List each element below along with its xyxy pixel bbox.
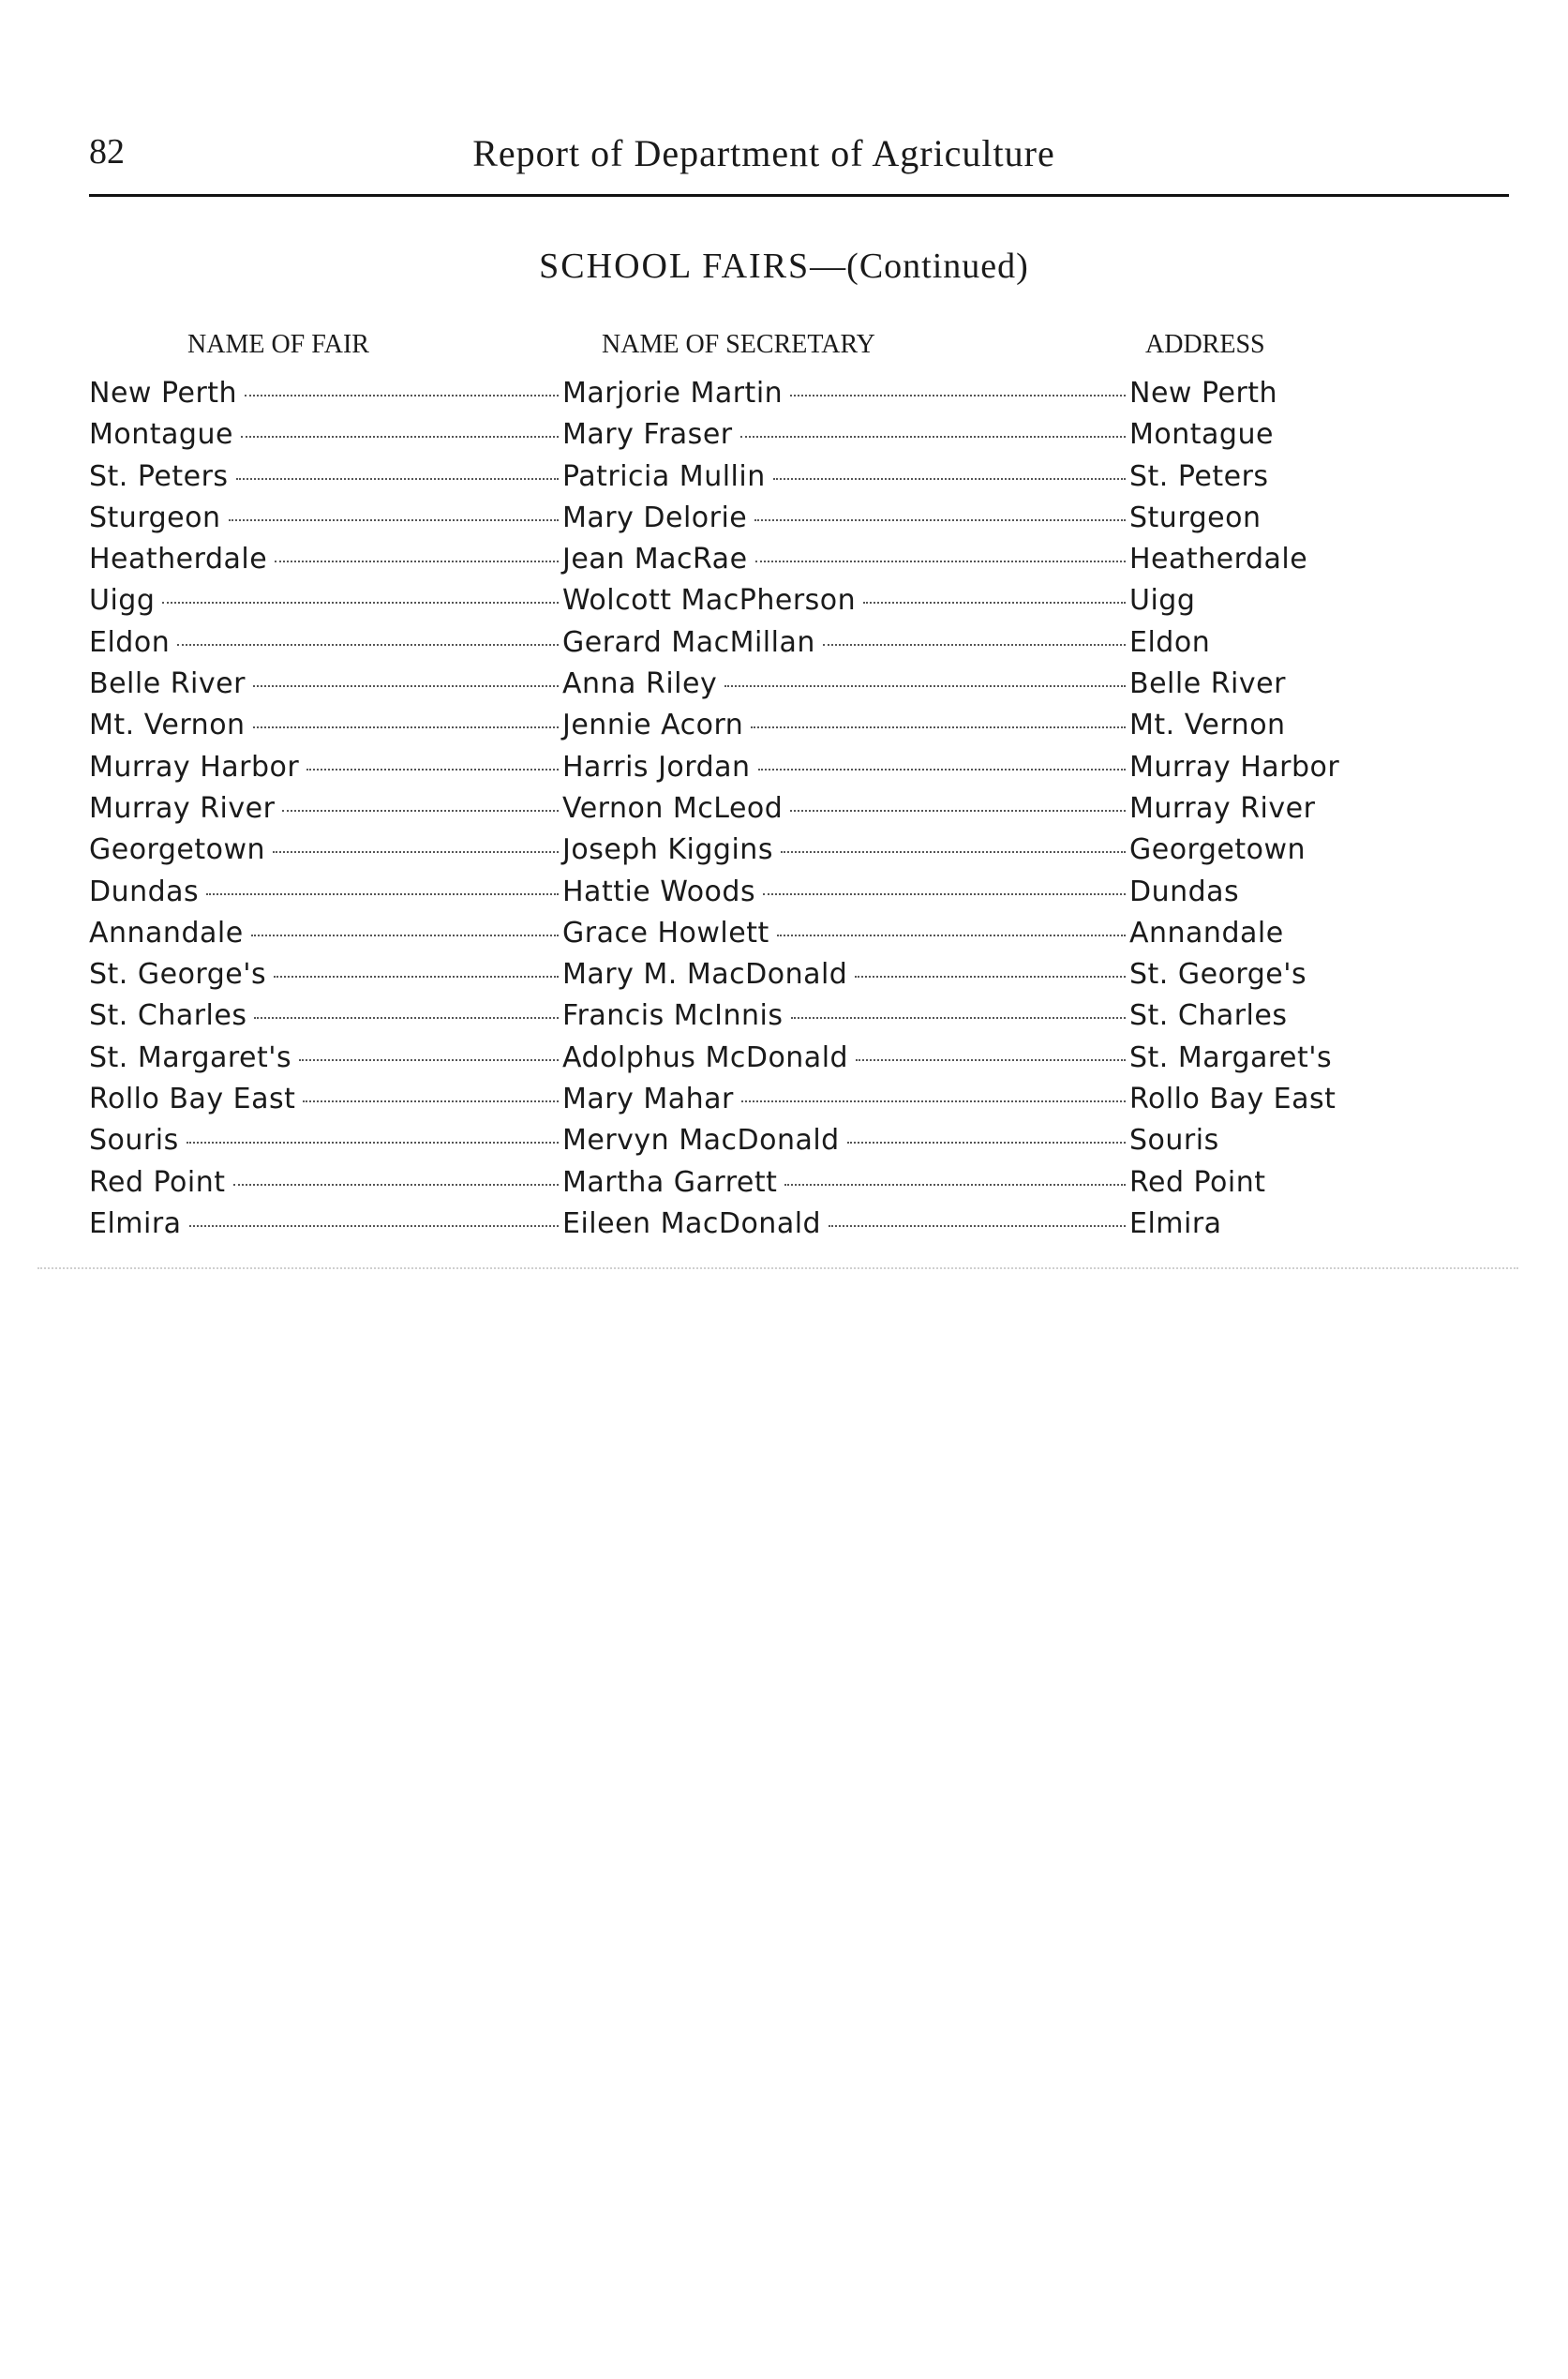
table-row: [89, 582, 1345, 623]
fair-text: Dundas: [89, 875, 206, 908]
dot-leader: [791, 1017, 1126, 1019]
fair-text: St. Margaret's: [89, 1041, 299, 1074]
cell-fair: [89, 1207, 562, 1245]
section-title: [0, 246, 1568, 287]
fair-text: St. George's: [89, 958, 274, 991]
address-text: Mt. Vernon: [1129, 709, 1293, 741]
bottom-divider: [37, 1267, 1518, 1269]
cell-address: [1129, 543, 1354, 580]
fair-text: Belle River: [89, 667, 253, 700]
cell-secretary: [562, 584, 1129, 621]
dot-leader: [229, 519, 560, 521]
cell-address: [1129, 875, 1354, 913]
table-row: [89, 956, 1345, 997]
fair-text: Murray Harbor: [89, 751, 306, 784]
dot-leader: [187, 1142, 559, 1144]
cell-secretary: [562, 626, 1129, 664]
secretary-text: Anna Riley: [562, 667, 724, 700]
secretary-text: Mary M. MacDonald: [562, 958, 855, 991]
address-text: St. Charles: [1129, 999, 1294, 1032]
column-header-fair: NAME OF FAIR: [187, 330, 369, 359]
dot-leader: [751, 726, 1126, 728]
dot-leader: [275, 561, 559, 562]
cell-address: [1129, 667, 1354, 705]
dot-leader: [763, 893, 1126, 895]
cell-secretary: [562, 460, 1129, 498]
cell-secretary: [562, 1166, 1129, 1204]
address-text: Eldon: [1129, 626, 1217, 659]
dot-leader: [790, 395, 1126, 396]
cell-secretary: [562, 501, 1129, 539]
cell-address: [1129, 1124, 1354, 1161]
secretary-text: Mervyn MacDonald: [562, 1124, 847, 1157]
dot-leader: [777, 935, 1126, 936]
secretary-text: Eileen MacDonald: [562, 1207, 829, 1240]
secretary-text: Marjorie Martin: [562, 377, 790, 410]
cell-secretary: [562, 418, 1129, 456]
cell-address: [1129, 751, 1354, 788]
dot-leader: [253, 726, 559, 728]
column-headers: [0, 330, 1568, 367]
secretary-text: Mary Fraser: [562, 418, 740, 451]
running-head: Report of Department of Agriculture: [472, 132, 1055, 174]
dot-leader: [847, 1142, 1126, 1144]
dot-leader: [274, 976, 559, 978]
secretary-text: Patricia Mullin: [562, 460, 773, 493]
fair-text: Murray River: [89, 792, 282, 825]
address-text: Heatherdale: [1129, 543, 1315, 576]
cell-address: [1129, 709, 1354, 746]
secretary-text: Joseph Kiggins: [562, 833, 781, 866]
dot-leader: [855, 976, 1126, 978]
cell-address: [1129, 792, 1354, 830]
secretary-text: Gerard MacMillan: [562, 626, 823, 659]
fair-text: Montague: [89, 418, 241, 451]
table-row: [89, 915, 1345, 956]
address-text: Montague: [1129, 418, 1281, 451]
table-row: [89, 1205, 1345, 1247]
dot-leader: [241, 436, 559, 438]
cell-address: [1129, 501, 1354, 539]
dot-leader: [303, 1100, 559, 1102]
cell-address: [1129, 833, 1354, 871]
cell-address: [1129, 1207, 1354, 1245]
address-text: St. George's: [1129, 958, 1314, 991]
table-row: [89, 1081, 1345, 1122]
dot-leader: [299, 1059, 559, 1061]
cell-fair: [89, 667, 562, 705]
fair-text: Rollo Bay East: [89, 1083, 303, 1115]
secretary-text: Jean MacRae: [562, 543, 755, 576]
cell-secretary: [562, 751, 1129, 788]
secretary-text: Adolphus McDonald: [562, 1041, 856, 1074]
cell-secretary: [562, 917, 1129, 954]
cell-fair: [89, 1083, 562, 1120]
secretary-text: Jennie Acorn: [562, 709, 751, 741]
section-title-continued: —(Continued): [810, 247, 1029, 286]
cell-secretary: [562, 1207, 1129, 1245]
cell-secretary: [562, 1083, 1129, 1120]
fair-text: Elmira: [89, 1207, 189, 1240]
secretary-text: Wolcott MacPherson: [562, 584, 863, 617]
table-row: [89, 624, 1345, 666]
address-text: Annandale: [1129, 917, 1292, 950]
dot-leader: [755, 561, 1126, 562]
dot-leader: [206, 893, 559, 895]
dot-leader: [162, 602, 559, 604]
cell-fair: [89, 958, 562, 995]
address-text: Sturgeon: [1129, 501, 1269, 534]
fair-text: Sturgeon: [89, 501, 229, 534]
table-row: [89, 458, 1345, 500]
dot-leader: [253, 685, 559, 687]
address-text: Murray Harbor: [1129, 751, 1347, 784]
cell-fair: [89, 418, 562, 456]
cell-fair: [89, 1124, 562, 1161]
address-text: Murray River: [1129, 792, 1322, 825]
cell-fair: [89, 999, 562, 1037]
fair-text: St. Peters: [89, 460, 236, 493]
cell-fair: [89, 792, 562, 830]
dot-leader: [740, 436, 1126, 438]
cell-address: [1129, 999, 1354, 1037]
cell-fair: [89, 501, 562, 539]
dot-leader: [856, 1059, 1126, 1061]
table-row: [89, 500, 1345, 541]
cell-secretary: [562, 667, 1129, 705]
dot-leader: [273, 851, 559, 853]
secretary-text: Martha Garrett: [562, 1166, 784, 1199]
dot-leader: [741, 1100, 1126, 1102]
fair-text: Mt. Vernon: [89, 709, 253, 741]
address-text: New Perth: [1129, 377, 1285, 410]
secretary-text: Mary Delorie: [562, 501, 754, 534]
cell-fair: [89, 543, 562, 580]
dot-leader: [724, 685, 1126, 687]
cell-secretary: [562, 1124, 1129, 1161]
table-row: [89, 707, 1345, 748]
dot-leader: [790, 810, 1126, 812]
table-row: [89, 790, 1345, 831]
address-text: Uigg: [1129, 584, 1202, 617]
table-row: [89, 1122, 1345, 1163]
dot-leader: [754, 519, 1126, 521]
table-row: [89, 375, 1345, 416]
secretary-text: Mary Mahar: [562, 1083, 741, 1115]
fair-text: Red Point: [89, 1166, 233, 1199]
cell-secretary: [562, 999, 1129, 1037]
cell-fair: [89, 917, 562, 954]
address-text: Elmira: [1129, 1207, 1230, 1240]
table-row: [89, 666, 1345, 707]
dot-leader: [233, 1184, 559, 1186]
cell-address: [1129, 1166, 1354, 1204]
cell-address: [1129, 626, 1354, 664]
fairs-table: [89, 375, 1345, 1247]
dot-leader: [245, 395, 559, 396]
cell-address: [1129, 917, 1354, 954]
cell-fair: [89, 626, 562, 664]
cell-secretary: [562, 1041, 1129, 1079]
fair-text: Eldon: [89, 626, 177, 659]
cell-secretary: [562, 833, 1129, 871]
cell-address: [1129, 418, 1354, 456]
secretary-text: Harris Jordan: [562, 751, 758, 784]
table-row: [89, 416, 1345, 457]
table-row: [89, 1040, 1345, 1081]
cell-address: [1129, 377, 1354, 414]
dot-leader: [829, 1225, 1126, 1227]
cell-secretary: [562, 875, 1129, 913]
table-row: [89, 831, 1345, 873]
cell-fair: [89, 833, 562, 871]
dot-leader: [236, 478, 559, 480]
dot-leader: [773, 478, 1126, 480]
fair-text: New Perth: [89, 377, 245, 410]
secretary-text: Vernon McLeod: [562, 792, 790, 825]
address-text: Dundas: [1129, 875, 1247, 908]
dot-leader: [282, 810, 559, 812]
dot-leader: [758, 769, 1126, 771]
fair-text: Uigg: [89, 584, 162, 617]
cell-fair: [89, 1041, 562, 1079]
table-row: [89, 749, 1345, 790]
cell-fair: [89, 584, 562, 621]
cell-secretary: [562, 543, 1129, 580]
address-text: St. Margaret's: [1129, 1041, 1339, 1074]
address-text: Belle River: [1129, 667, 1293, 700]
secretary-text: Hattie Woods: [562, 875, 763, 908]
cell-address: [1129, 1083, 1354, 1120]
table-row: [89, 1164, 1345, 1205]
cell-fair: [89, 1166, 562, 1204]
secretary-text: Grace Howlett: [562, 917, 777, 950]
address-text: Georgetown: [1129, 833, 1313, 866]
dot-leader: [251, 935, 559, 936]
page-header: [89, 131, 1514, 187]
fair-text: Souris: [89, 1124, 187, 1157]
cell-address: [1129, 460, 1354, 498]
page-number: 82: [89, 132, 125, 172]
dot-leader: [781, 851, 1126, 853]
header-rule: [89, 194, 1509, 197]
column-header-secretary: NAME OF SECRETARY: [602, 330, 875, 359]
cell-address: [1129, 1041, 1354, 1079]
fair-text: Georgetown: [89, 833, 273, 866]
cell-secretary: [562, 958, 1129, 995]
dot-leader: [863, 602, 1126, 604]
dot-leader: [177, 644, 559, 646]
table-row: [89, 997, 1345, 1039]
dot-leader: [784, 1184, 1126, 1186]
table-row: [89, 874, 1345, 915]
address-text: Souris: [1129, 1124, 1227, 1157]
cell-fair: [89, 875, 562, 913]
cell-address: [1129, 958, 1354, 995]
dot-leader: [306, 769, 559, 771]
cell-secretary: [562, 792, 1129, 830]
dot-leader: [189, 1225, 559, 1227]
address-text: Rollo Bay East: [1129, 1083, 1343, 1115]
cell-address: [1129, 584, 1354, 621]
cell-secretary: [562, 377, 1129, 414]
address-text: Red Point: [1129, 1166, 1274, 1199]
section-title-main: SCHOOL FAIRS: [539, 247, 811, 286]
fair-text: Heatherdale: [89, 543, 275, 576]
cell-secretary: [562, 709, 1129, 746]
fair-text: St. Charles: [89, 999, 254, 1032]
cell-fair: [89, 377, 562, 414]
fair-text: Annandale: [89, 917, 251, 950]
cell-fair: [89, 751, 562, 788]
table-row: [89, 541, 1345, 582]
address-text: St. Peters: [1129, 460, 1277, 493]
dot-leader: [823, 644, 1126, 646]
secretary-text: Francis McInnis: [562, 999, 791, 1032]
cell-fair: [89, 460, 562, 498]
dot-leader: [254, 1017, 559, 1019]
cell-fair: [89, 709, 562, 746]
column-header-address: ADDRESS: [1145, 330, 1265, 359]
